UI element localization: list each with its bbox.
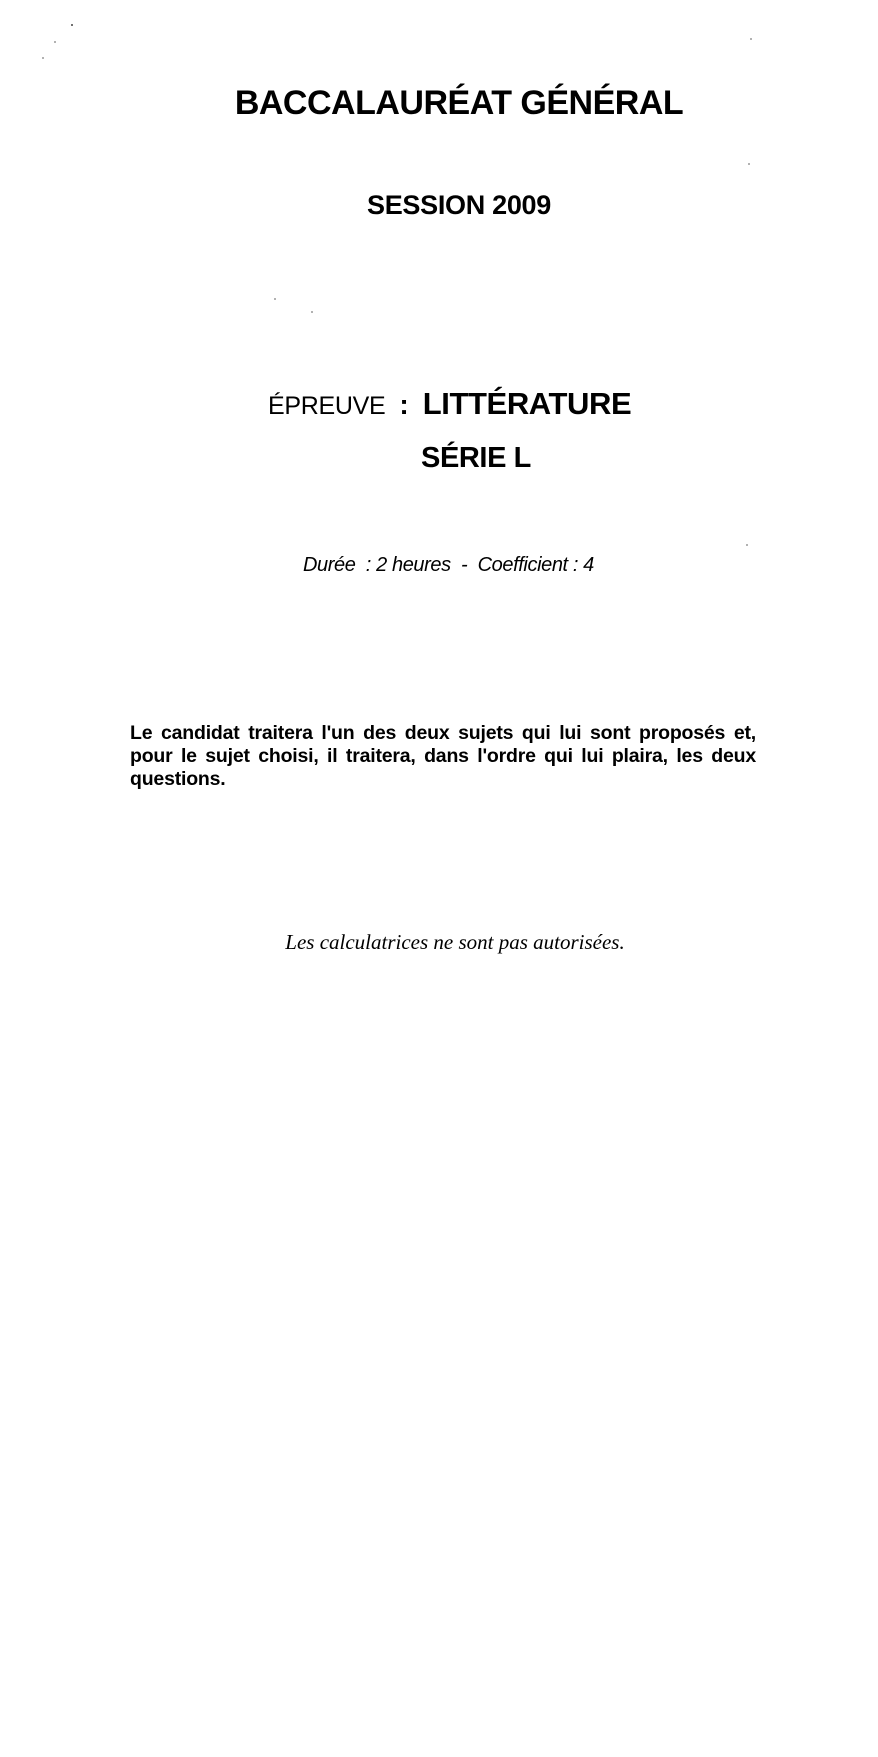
exam-colon: : — [399, 389, 409, 420]
scan-speck — [42, 57, 44, 59]
exam-subject-line — [268, 386, 631, 422]
scan-speck — [750, 38, 752, 40]
scan-speck — [54, 41, 56, 43]
calculator-notice: Les calculatrices ne sont pas autorisées. — [285, 930, 625, 954]
exam-label: ÉPREUVE — [268, 392, 386, 420]
exam-subject: LITTÉRATURE — [422, 386, 632, 421]
scan-speck — [311, 311, 313, 313]
exam-duration: Durée : 2 heures - Coefficient : 4 — [303, 554, 594, 576]
scan-speck — [274, 298, 276, 300]
scan-speck — [746, 544, 748, 546]
scan-speck — [71, 24, 73, 26]
candidate-instructions: Le candidat traitera l'un des deux sujets qui lui sont proposés et, pour le sujet choisi, il traitera, dans l'ordre qui lui plaira, les deux questions. — [130, 722, 756, 790]
scan-speck — [748, 163, 750, 165]
session-year: SESSION 2009 — [366, 190, 551, 220]
exam-series: SÉRIE L — [421, 442, 531, 474]
document-title: BACCALAURÉAT GÉNÉRAL — [234, 84, 684, 122]
